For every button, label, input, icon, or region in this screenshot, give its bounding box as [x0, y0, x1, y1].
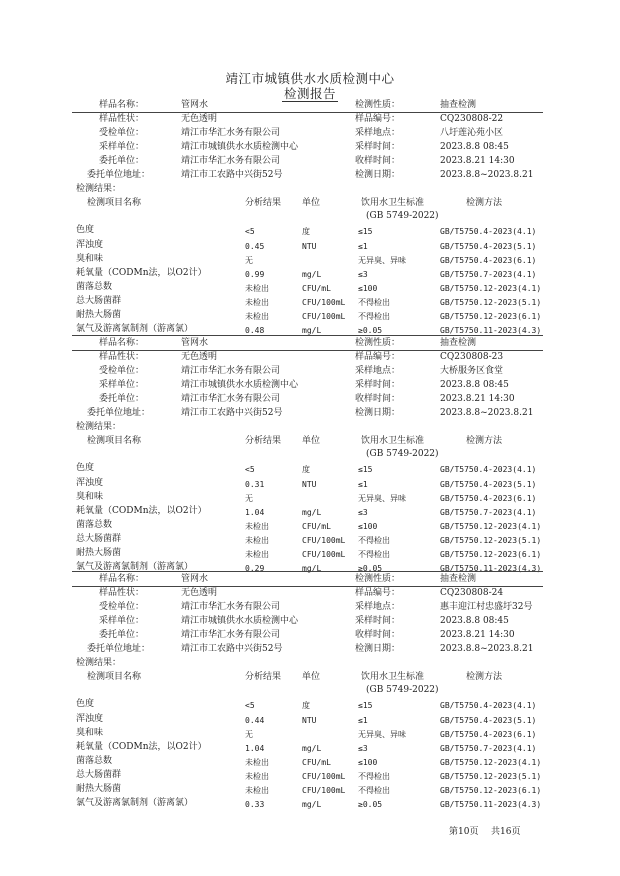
row-item: 臭和味: [76, 492, 104, 502]
value-sampling-place: 八圩莲沁苑小区: [440, 128, 504, 138]
row-item: 耗氧量（CODMn法，以O2计）: [76, 742, 207, 752]
row-result: 无: [245, 494, 253, 503]
row-result: 未检出: [245, 786, 269, 795]
row-method: GB/T5750.12-2023(5.1): [440, 772, 542, 781]
value-sample-name: 管网水: [181, 100, 209, 110]
col-standard-header: 饮用水卫生标准: [361, 436, 425, 446]
row-item: 菌落总数: [76, 520, 113, 530]
value-client-unit: 靖江市华汇水务有限公司: [181, 602, 281, 612]
row-standard: ≤1: [358, 242, 368, 251]
row-unit: mg/L: [302, 326, 322, 335]
row-standard: ≤3: [358, 744, 368, 753]
col-method-header: 检测方法: [466, 436, 503, 446]
row-unit: CFU/mL: [302, 758, 331, 767]
label-sampling-place: 采样地点：: [355, 602, 401, 612]
row-item: 总大肠菌群: [76, 534, 122, 544]
col-unit-header: 单位: [302, 672, 321, 682]
row-result: 0.99: [245, 270, 265, 279]
label-sample-nature: 样品性状：: [99, 114, 145, 124]
value-receive-time: 2023.8.21 14:30: [440, 630, 515, 640]
row-standard: ≤100: [358, 284, 378, 293]
row-item: 菌落总数: [76, 282, 113, 292]
col-method-header: 检测方法: [466, 672, 503, 682]
row-unit: 度: [302, 227, 310, 236]
row-unit: CFU/100mL: [302, 536, 346, 545]
value-test-nature: 抽查检测: [440, 574, 477, 584]
row-item: 臭和味: [76, 254, 104, 264]
row-method: GB/T5750.7-2023(4.1): [440, 744, 537, 753]
label-sampling-place: 采样地点：: [355, 366, 401, 376]
label-sample-no: 样品编号：: [355, 114, 401, 124]
row-item: 耐热大肠菌: [76, 548, 122, 558]
row-method: GB/T5750.12-2023(6.1): [440, 550, 542, 559]
row-result: 未检出: [245, 312, 269, 321]
col-standard-code: (GB 5749-2022): [366, 449, 439, 459]
row-result: 0.44: [245, 716, 265, 725]
value-sample-name: 管网水: [181, 338, 209, 348]
row-method: GB/T5750.12-2023(6.1): [440, 312, 542, 321]
row-method: GB/T5750.12-2023(5.1): [440, 298, 542, 307]
row-unit: CFU/100mL: [302, 786, 346, 795]
label-client-unit: 受检单位：: [99, 602, 145, 612]
row-item: 氯气及游离氯制剂（游离氯）: [76, 798, 194, 808]
value-sample-name: 管网水: [181, 574, 209, 584]
value-sample-nature: 无色透明: [181, 588, 218, 598]
row-unit: CFU/100mL: [302, 550, 346, 559]
row-result: <5: [245, 701, 255, 710]
row-standard: ≤1: [358, 480, 368, 489]
value-client-address: 靖江市工农路中兴街52号: [181, 170, 283, 180]
col-result-header: 分析结果: [245, 672, 282, 682]
row-method: GB/T5750.12-2023(6.1): [440, 786, 542, 795]
value-sampling-place: 大桥服务区食堂: [440, 366, 504, 376]
label-sampling-unit: 采样单位：: [99, 380, 145, 390]
value-client-unit: 靖江市华汇水务有限公司: [181, 128, 281, 138]
value-sampling-unit: 靖江市城镇供水水质检测中心: [181, 142, 299, 152]
value-sampling-unit: 靖江市城镇供水水质检测中心: [181, 616, 299, 626]
col-result-header: 分析结果: [245, 198, 282, 208]
label-test-nature: 检测性质：: [355, 338, 401, 348]
row-standard: 不得检出: [358, 786, 390, 795]
row-item: 菌落总数: [76, 756, 113, 766]
row-method: GB/T5750.12-2023(4.1): [440, 284, 542, 293]
col-unit-header: 单位: [302, 436, 321, 446]
row-unit: NTU: [302, 716, 317, 725]
label-commission-unit: 委托单位：: [99, 630, 145, 640]
row-method: GB/T5750.12-2023(4.1): [440, 522, 542, 531]
row-item: 臭和味: [76, 728, 104, 738]
row-unit: NTU: [302, 242, 317, 251]
value-sample-no: CQ230808-22: [440, 114, 504, 124]
value-sample-nature: 无色透明: [181, 352, 218, 362]
row-item: 氯气及游离氯制剂（游离氯）: [76, 324, 194, 334]
row-method: GB/T5750.7-2023(4.1): [440, 508, 537, 517]
results-label: 检测结果：: [76, 658, 122, 668]
row-standard: ≤3: [358, 508, 368, 517]
row-method: GB/T5750.4-2023(6.1): [440, 494, 537, 503]
row-standard: 不得检出: [358, 550, 390, 559]
label-test-nature: 检测性质：: [355, 100, 401, 110]
col-item-header: 检测项目名称: [87, 672, 142, 682]
row-unit: mg/L: [302, 270, 322, 279]
label-test-date: 检测日期：: [355, 408, 401, 418]
col-standard-header: 饮用水卫生标准: [361, 672, 425, 682]
results-label: 检测结果：: [76, 422, 122, 432]
label-client-unit: 受检单位：: [99, 128, 145, 138]
label-sampling-place: 采样地点：: [355, 128, 401, 138]
row-unit: CFU/mL: [302, 522, 331, 531]
col-item-header: 检测项目名称: [87, 436, 142, 446]
label-test-nature: 检测性质：: [355, 574, 401, 584]
row-unit: 度: [302, 701, 310, 710]
label-sample-no: 样品编号：: [355, 352, 401, 362]
row-unit: NTU: [302, 480, 317, 489]
row-standard: ≤15: [358, 227, 373, 236]
row-method: GB/T5750.7-2023(4.1): [440, 270, 537, 279]
label-test-date: 检测日期：: [355, 170, 401, 180]
label-test-date: 检测日期：: [355, 644, 401, 654]
value-sampling-time: 2023.8.8 08:45: [440, 616, 509, 626]
label-client-address: 委托单位地址：: [87, 644, 151, 654]
report-title: 检测报告: [283, 86, 336, 101]
label-sampling-unit: 采样单位：: [99, 142, 145, 152]
row-item: 耗氧量（CODMn法，以O2计）: [76, 268, 207, 278]
col-standard-header: 饮用水卫生标准: [361, 198, 425, 208]
row-standard: ≤15: [358, 701, 373, 710]
value-commission-unit: 靖江市华汇水务有限公司: [181, 394, 281, 404]
row-standard: ≤100: [358, 522, 378, 531]
row-result: 1.04: [245, 508, 265, 517]
label-sample-name: 样品名称：: [99, 100, 145, 110]
row-result: 未检出: [245, 536, 269, 545]
row-method: GB/T5750.12-2023(4.1): [440, 758, 542, 767]
value-test-nature: 抽查检测: [440, 100, 477, 110]
row-unit: 度: [302, 465, 310, 474]
value-client-unit: 靖江市华汇水务有限公司: [181, 366, 281, 376]
label-receive-time: 收样时间：: [355, 630, 401, 640]
label-sample-name: 样品名称：: [99, 574, 145, 584]
row-item: 色度: [76, 225, 95, 235]
row-method: GB/T5750.4-2023(5.1): [440, 716, 537, 725]
header-underline: [72, 112, 543, 113]
row-item: 浑浊度: [76, 478, 104, 488]
value-sampling-time: 2023.8.8 08:45: [440, 380, 509, 390]
row-method: GB/T5750.4-2023(5.1): [440, 242, 537, 251]
row-item: 浑浊度: [76, 240, 104, 250]
label-sample-nature: 样品性状：: [99, 588, 145, 598]
value-test-date: 2023.8.8~2023.8.21: [440, 170, 534, 180]
row-result: 0.48: [245, 326, 265, 335]
value-sample-no: CQ230808-24: [440, 588, 504, 598]
label-receive-time: 收样时间：: [355, 394, 401, 404]
row-unit: CFU/100mL: [302, 772, 346, 781]
row-result: 0.33: [245, 800, 265, 809]
row-standard: ≥0.05: [358, 800, 383, 809]
label-client-address: 委托单位地址：: [87, 408, 151, 418]
row-result: 无: [245, 256, 253, 265]
row-unit: mg/L: [302, 800, 322, 809]
row-method: GB/T5750.12-2023(5.1): [440, 536, 542, 545]
row-standard: 无异臭、异味: [358, 256, 406, 265]
value-client-address: 靖江市工农路中兴街52号: [181, 644, 283, 654]
row-unit: CFU/mL: [302, 284, 331, 293]
label-sample-nature: 样品性状：: [99, 352, 145, 362]
row-result: 0.45: [245, 242, 265, 251]
row-result: 1.04: [245, 744, 265, 753]
value-test-date: 2023.8.8~2023.8.21: [440, 644, 534, 654]
row-method: GB/T5750.4-2023(5.1): [440, 480, 537, 489]
row-standard: 不得检出: [358, 298, 390, 307]
row-standard: ≤100: [358, 758, 378, 767]
label-sampling-time: 采样时间：: [355, 616, 401, 626]
row-standard: ≤3: [358, 270, 368, 279]
row-method: GB/T5750.11-2023(4.3): [440, 564, 542, 573]
row-standard: ≥0.05: [358, 564, 383, 573]
label-receive-time: 收样时间：: [355, 156, 401, 166]
row-result: 未检出: [245, 284, 269, 293]
header-underline: [72, 350, 543, 351]
row-method: GB/T5750.4-2023(4.1): [440, 465, 537, 474]
row-item: 浑浊度: [76, 714, 104, 724]
value-sampling-unit: 靖江市城镇供水水质检测中心: [181, 380, 299, 390]
label-commission-unit: 委托单位：: [99, 394, 145, 404]
row-item: 色度: [76, 463, 95, 473]
row-standard: ≤1: [358, 716, 368, 725]
row-item: 总大肠菌群: [76, 296, 122, 306]
label-commission-unit: 委托单位：: [99, 156, 145, 166]
value-commission-unit: 靖江市华汇水务有限公司: [181, 156, 281, 166]
row-result: <5: [245, 465, 255, 474]
row-result: 未检出: [245, 522, 269, 531]
label-sample-name: 样品名称：: [99, 338, 145, 348]
label-sampling-time: 采样时间：: [355, 380, 401, 390]
row-result: 0.29: [245, 564, 265, 573]
row-method: GB/T5750.11-2023(4.3): [440, 326, 542, 335]
value-test-date: 2023.8.8~2023.8.21: [440, 408, 534, 418]
row-unit: mg/L: [302, 508, 322, 517]
label-sampling-time: 采样时间：: [355, 142, 401, 152]
label-client-unit: 受检单位：: [99, 366, 145, 376]
row-result: 未检出: [245, 550, 269, 559]
row-standard: 无异臭、异味: [358, 494, 406, 503]
row-unit: CFU/100mL: [302, 312, 346, 321]
row-unit: mg/L: [302, 564, 322, 573]
row-result: 0.31: [245, 480, 265, 489]
value-receive-time: 2023.8.21 14:30: [440, 156, 515, 166]
row-method: GB/T5750.4-2023(6.1): [440, 256, 537, 265]
row-method: GB/T5750.4-2023(4.1): [440, 701, 537, 710]
page-number: 第10页: [449, 827, 479, 837]
row-result: 未检出: [245, 758, 269, 767]
label-sampling-unit: 采样单位：: [99, 616, 145, 626]
row-item: 氯气及游离氯制剂（游离氯）: [76, 562, 194, 572]
col-item-header: 检测项目名称: [87, 198, 142, 208]
row-method: GB/T5750.4-2023(4.1): [440, 227, 537, 236]
header-underline: [72, 586, 543, 587]
row-result: 未检出: [245, 298, 269, 307]
row-standard: 不得检出: [358, 772, 390, 781]
value-sample-nature: 无色透明: [181, 114, 218, 124]
row-standard: 不得检出: [358, 312, 390, 321]
section-divider: [72, 335, 543, 336]
col-method-header: 检测方法: [466, 198, 503, 208]
row-unit: mg/L: [302, 744, 322, 753]
row-method: GB/T5750.11-2023(4.3): [440, 800, 542, 809]
row-standard: 不得检出: [358, 536, 390, 545]
results-label: 检测结果：: [76, 184, 122, 194]
row-standard: 无异臭、异味: [358, 730, 406, 739]
row-item: 耗氧量（CODMn法，以O2计）: [76, 506, 207, 516]
value-sampling-place: 惠丰迎江村忠盛圩32号: [440, 602, 533, 612]
value-receive-time: 2023.8.21 14:30: [440, 394, 515, 404]
row-item: 耐热大肠菌: [76, 784, 122, 794]
label-client-address: 委托单位地址：: [87, 170, 151, 180]
row-standard: ≤15: [358, 465, 373, 474]
col-standard-code: (GB 5749-2022): [366, 685, 439, 695]
value-commission-unit: 靖江市华汇水务有限公司: [181, 630, 281, 640]
row-item: 总大肠菌群: [76, 770, 122, 780]
org-title: 靖江市城镇供水水质检测中心: [225, 71, 395, 86]
col-standard-code: (GB 5749-2022): [366, 211, 439, 221]
row-item: 色度: [76, 699, 95, 709]
col-result-header: 分析结果: [245, 436, 282, 446]
row-standard: ≥0.05: [358, 326, 383, 335]
label-sample-no: 样品编号：: [355, 588, 401, 598]
value-client-address: 靖江市工农路中兴街52号: [181, 408, 283, 418]
row-result: 无: [245, 730, 253, 739]
row-result: 未检出: [245, 772, 269, 781]
value-sampling-time: 2023.8.8 08:45: [440, 142, 509, 152]
value-test-nature: 抽查检测: [440, 338, 477, 348]
page-total: 共16页: [491, 827, 521, 837]
row-result: <5: [245, 227, 255, 236]
section-divider: [72, 571, 543, 572]
row-unit: CFU/100mL: [302, 298, 346, 307]
row-method: GB/T5750.4-2023(6.1): [440, 730, 537, 739]
value-sample-no: CQ230808-23: [440, 352, 504, 362]
col-unit-header: 单位: [302, 198, 321, 208]
row-item: 耐热大肠菌: [76, 310, 122, 320]
